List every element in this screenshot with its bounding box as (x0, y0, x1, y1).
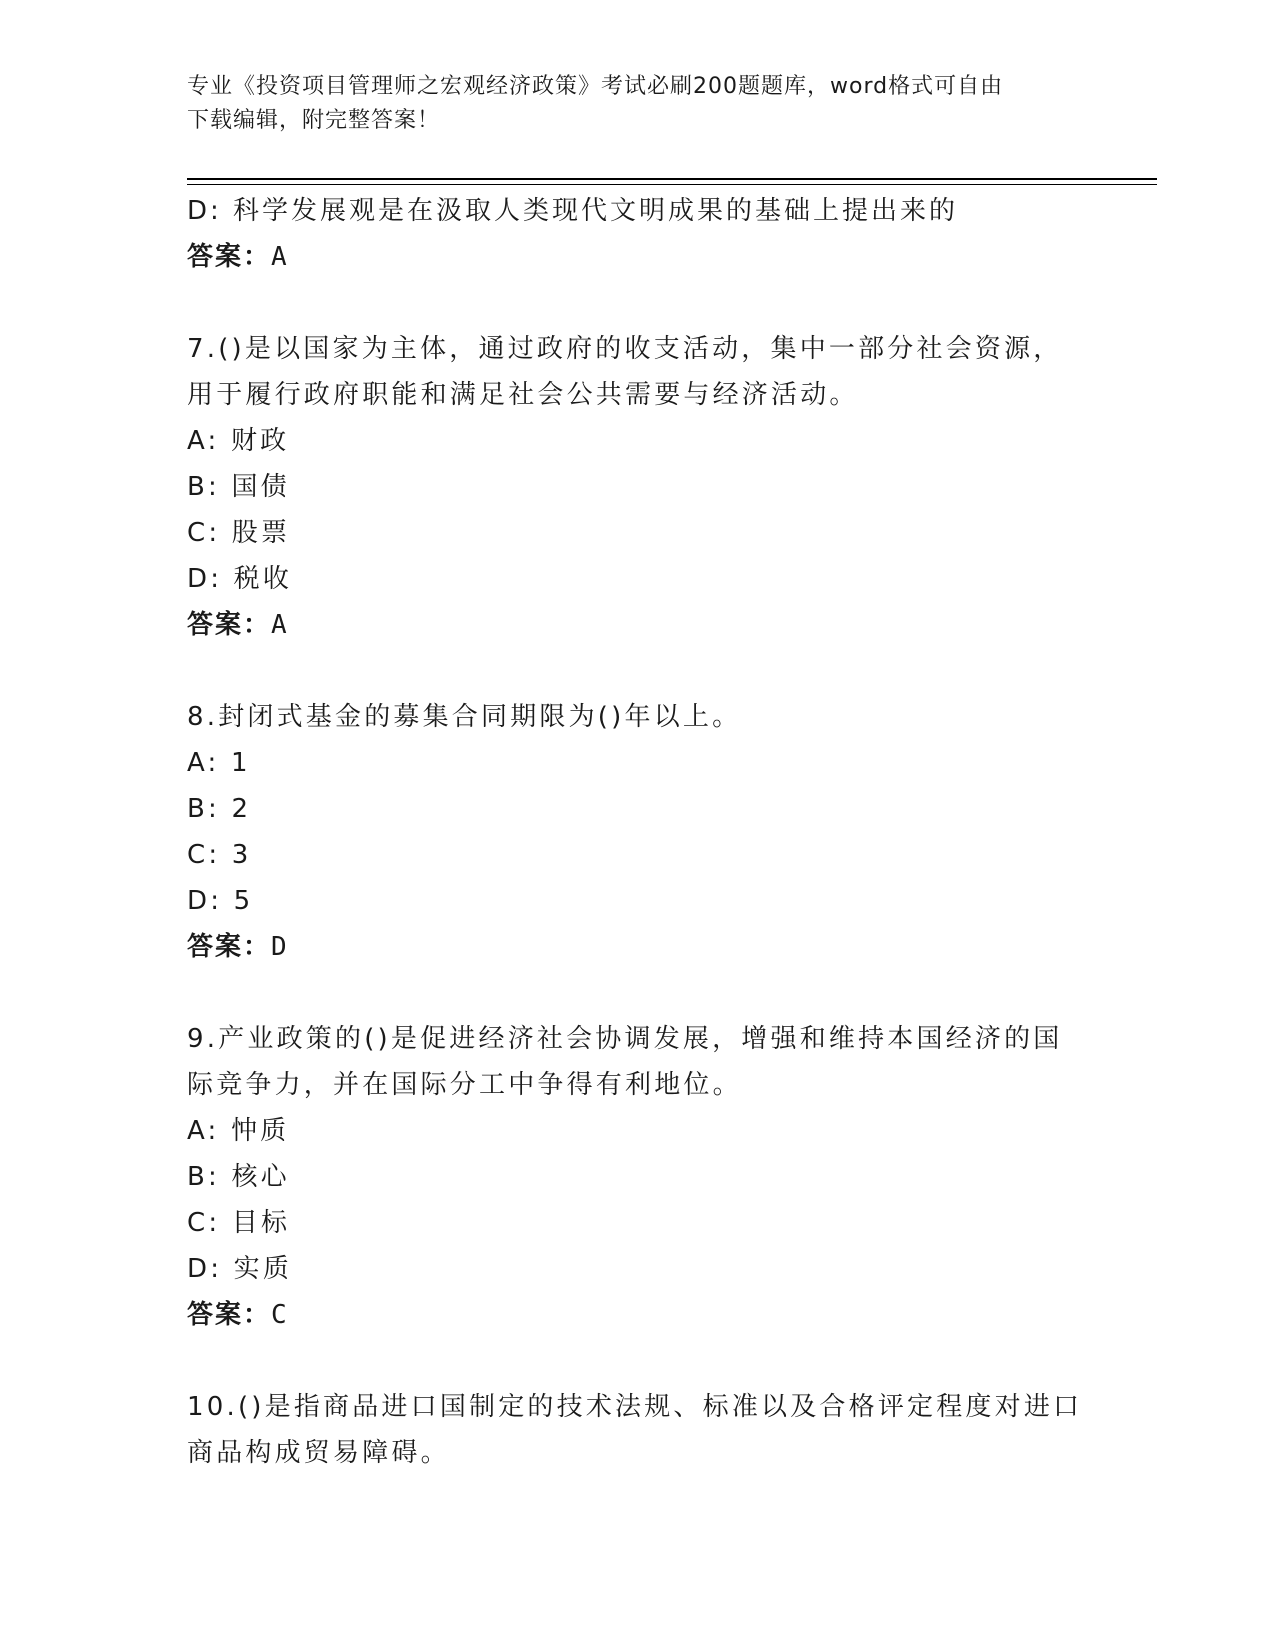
question-text-line: 际竞争力，并在国际分工中争得有利地位。 (187, 1070, 742, 1100)
option-b: B: 国债 (187, 472, 290, 502)
option-d: D: 实质 (187, 1254, 293, 1284)
question-8 (187, 694, 1087, 970)
header-divider-thick (187, 178, 1157, 180)
option-c: C: 股票 (187, 518, 291, 548)
option-b: B: 2 (187, 794, 252, 824)
option-d: D: 税收 (187, 564, 293, 594)
answer-line (187, 1292, 1087, 1338)
answer-value: A (271, 610, 289, 640)
answer-label: 答案： (187, 242, 272, 272)
question-text-line: 商品构成贸易障碍。 (187, 1438, 450, 1468)
header-line-2: 下载编辑，附完整答案！ (187, 108, 441, 133)
header-line-1: 专业《投资项目管理师之宏观经济政策》考试必刷200题题库，word格式可自由 (187, 74, 1004, 99)
answer-line (187, 924, 1087, 970)
answer-label: 答案： (187, 932, 272, 962)
question-text-line: 7.()是以国家为主体，通过政府的收支活动，集中一部分社会资源， (187, 334, 1063, 364)
answer-label: 答案： (187, 1300, 272, 1330)
option-c: C: 3 (187, 840, 252, 870)
option-a: A: 忡质 (187, 1116, 290, 1146)
spacer (187, 1338, 1087, 1384)
option-d: D: 科学发展观是在汲取人类现代文明成果的基础上提出来的 (187, 196, 959, 226)
question-text-line: 8.封闭式基金的募集合同期限为()年以上。 (187, 702, 742, 732)
question-9 (187, 1016, 1087, 1338)
document-body (187, 188, 1087, 1476)
option-c: C: 目标 (187, 1208, 291, 1238)
header-divider-thin (187, 184, 1157, 185)
answer-value: D (271, 932, 289, 962)
spacer (187, 648, 1087, 694)
option-a: A: 1 (187, 748, 251, 778)
answer-label: 答案： (187, 610, 272, 640)
question-10 (187, 1384, 1087, 1476)
question-text-line: 10.()是指商品进口国制定的技术法规、标准以及合格评定程度对进口 (187, 1392, 1083, 1422)
document-header (187, 70, 1087, 138)
question-text-line: 用于履行政府职能和满足社会公共需要与经济活动。 (187, 380, 859, 410)
question-text-line: 9.产业政策的()是促进经济社会协调发展，增强和维持本国经济的国 (187, 1024, 1063, 1054)
answer-line (187, 602, 1087, 648)
question-7 (187, 326, 1087, 648)
answer-value: A (271, 242, 289, 272)
answer-line (187, 234, 1087, 280)
spacer (187, 970, 1087, 1016)
answer-value: C (271, 1300, 289, 1330)
previous-question-tail (187, 188, 1087, 280)
option-b: B: 核心 (187, 1162, 290, 1192)
option-d: D: 5 (187, 886, 254, 916)
option-a: A: 财政 (187, 426, 290, 456)
spacer (187, 280, 1087, 326)
